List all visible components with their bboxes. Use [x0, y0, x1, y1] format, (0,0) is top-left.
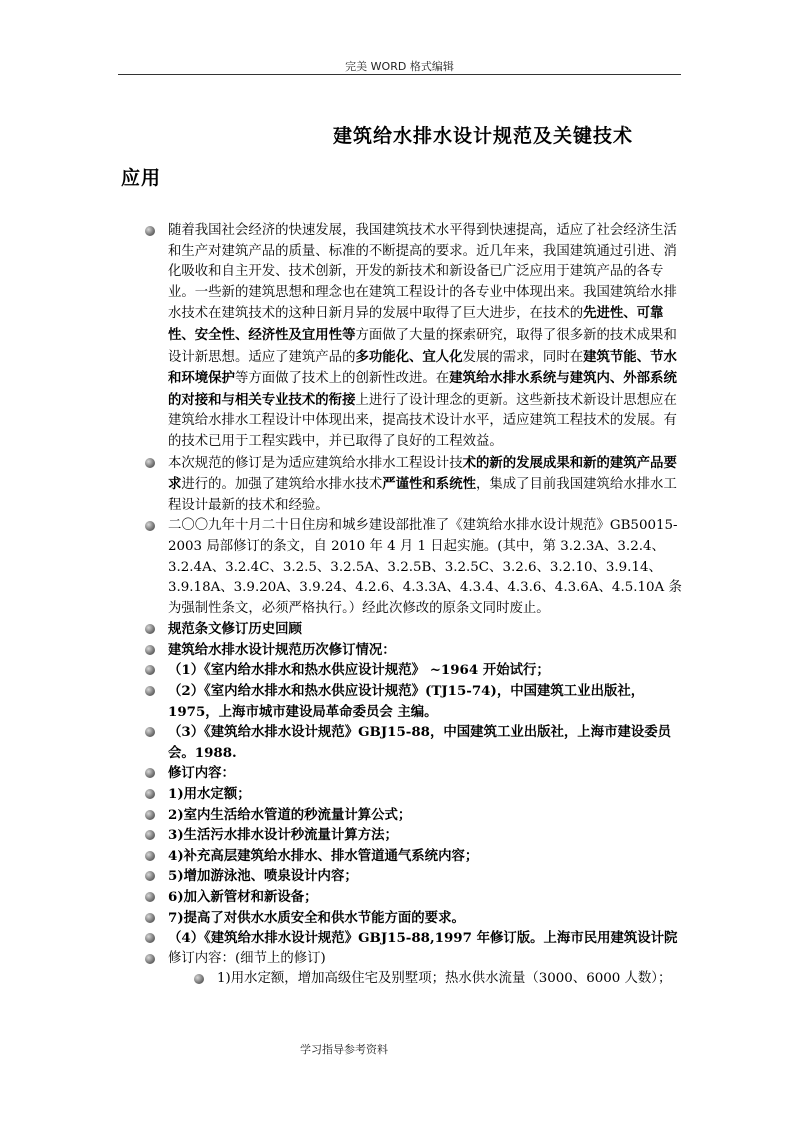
- text: 随着我国社会经济的快速发展，我国建筑技术水平得到快速提高，适应了社会经济生活和生产对建筑产品的质量、标准的不断提高的要求。近几年来，我国建筑通过引进、消化吸收和自主开发、技术创新，开发的新技术和新设备已广泛应用于建筑产品的各专业。一些新的建筑思想和理念也在建筑工程设计的各专业中体现出来。我国建筑给水排水技术在建筑技术的这种日新月异的发展中取得了巨大进步，在技术的: [168, 223, 677, 322]
- bullet-icon: [145, 789, 155, 799]
- text: 2)室内生活给水管道的秒流量计算公式；: [168, 806, 412, 823]
- bullet-icon: [145, 727, 155, 737]
- header-divider: [118, 74, 681, 75]
- list-item-c7: [145, 908, 685, 929]
- text: （4）《建筑给水排水设计规范》GBJ15-88,1997 年修订版。上海市民用建筑设计院: [168, 930, 678, 947]
- sub-list-item-d1: [194, 969, 685, 990]
- list-item-revision-purpose: [145, 453, 685, 517]
- text: 1)用水定额；: [168, 786, 251, 803]
- list-item-c2: [145, 805, 685, 826]
- list-item-history: [145, 619, 685, 640]
- text: 建筑给水排水设计规范历次修订情况：: [168, 641, 396, 658]
- bullet-icon: [145, 830, 155, 840]
- bullet-icon: [145, 645, 155, 655]
- text: 修订内容：: [168, 765, 235, 782]
- bullet-icon: [145, 768, 155, 778]
- content-list: [145, 221, 685, 990]
- bullet-icon: [145, 521, 155, 531]
- bullet-icon: [145, 892, 155, 902]
- text: （3）《建筑给水排水设计规范》GBJ15-88，中国建筑工业出版社，上海市建设委员会。1988.: [168, 724, 672, 761]
- text: 上进行了设计理念的更新。这些新技术新设计思想应在建筑给水排水工程设计中体现出来，提高技术设计水平，适应建筑工程技术的发展。有的技术已用于工程实践中，并已取得了良好的工程效益。: [168, 392, 677, 449]
- text: 等方面做了技术上的创新性改进。在: [234, 371, 450, 387]
- document-title: 建筑给水排水设计规范及关键技术: [333, 125, 634, 147]
- bullet-icon: [145, 954, 155, 964]
- bold-text: 多功能化、宜人化: [355, 348, 463, 365]
- bullet-icon: [145, 624, 155, 634]
- text: 修订内容：(细节上的修订): [168, 950, 326, 966]
- bullet-icon: [145, 851, 155, 861]
- bold-text: 严谨性和系统性: [382, 476, 476, 493]
- bullet-icon: [145, 933, 155, 943]
- text: （1）《室内给水排水和热水供应设计规范》 ~1964 开始试行；: [168, 662, 550, 679]
- bold-text: 建筑节能、节水和环境保护: [168, 348, 677, 387]
- text: （2）《室内给水排水和热水供应设计规范》(TJ15-74)，中国建筑工业出版社，1975，上海市城市建设局革命委员会 主编。: [168, 683, 645, 720]
- list-item-intro: [145, 221, 685, 453]
- bold-text: 术的新的发展成果和新的建筑产品要求: [168, 454, 677, 493]
- list-item-c1: [145, 784, 685, 805]
- bold-text: 建筑给水排水系统与建筑内、外部系统的对接和与相关专业技术的衔接: [168, 370, 677, 408]
- text: 1)用水定额，增加高级住宅及别墅项；热水供水流量（3000、6000 人数）；: [217, 971, 672, 987]
- text: 3)生活污水排水设计秒流量计算方法；: [168, 827, 398, 844]
- bullet-icon: [145, 686, 155, 696]
- list-item-c3: [145, 825, 685, 846]
- bullet-icon: [194, 974, 204, 984]
- list-item-approval: [145, 516, 685, 619]
- bold-text: 先进性、可靠性、安全性、经济性及宜用性等: [168, 305, 664, 343]
- list-item-content-label: [145, 763, 685, 784]
- text: 方面做了大量的探索研究，取得了很多新的技术成果和设计新思想。适应了建筑产品的: [168, 327, 677, 365]
- list-item-rev1: [145, 660, 685, 681]
- text: 发展的需求，同时在: [462, 349, 584, 365]
- text: 7)提高了对供水水质安全和供水节能方面的要求。: [168, 909, 465, 926]
- bullet-icon: [145, 810, 155, 820]
- text: 规范条文修订历史回顾: [168, 621, 302, 638]
- text: 6)加入新管材和新设备；: [168, 889, 318, 905]
- text: 本次规范的修订是为适应建筑给水排水工程设计技: [168, 455, 463, 471]
- text: 二〇〇九年十月二十日住房和城乡建设部批准了《建筑给水排水设计规范》GB50015-2003 局部修订的条文，自 2010 年 4 月 1 日起实施。(其中，第 3.2.3A、3.2.4、3.2.4A、3.2.4C、3.2.5、3.2.5A、3.2.5B、3.2.5C、3.2.6、3.2.10、3.9.14、3.9.18A、3.9.20A、3.9.24、4.2.6、4.3.3A、4.3.4、4.3.6、4.3.6A、4.5.10A 条为强制性条文，必须严格执行。）经此次修改的原条文同时废止。: [168, 518, 682, 616]
- list-item-detail-label: [145, 949, 685, 970]
- bullet-icon: [145, 913, 155, 923]
- list-item-c5: [145, 866, 685, 887]
- list-item-situation: [145, 640, 685, 661]
- text: ，集成了目前我国建筑给水排水工程设计最新的技术和经验。: [168, 477, 677, 513]
- text: 5)增加游泳池、喷泉设计内容；: [168, 868, 358, 885]
- list-item-rev2: [145, 681, 685, 722]
- list-item-rev4: [145, 928, 685, 949]
- text: 4)补充高层建筑给水排水、排水管道通气系统内容；: [168, 847, 479, 864]
- page-footer: 学习指导参考资料: [300, 1043, 388, 1056]
- list-item-rev3: [145, 722, 685, 763]
- text: 进行的。加强了建筑给水排水技术: [181, 477, 383, 493]
- bullet-icon: [145, 871, 155, 881]
- page-header: 完美 WORD 格式编辑: [345, 60, 454, 73]
- bullet-icon: [145, 458, 155, 468]
- list-item-c4: [145, 846, 685, 867]
- bullet-icon: [145, 665, 155, 675]
- bullet-icon: [145, 226, 155, 236]
- document-title-continued: 应用: [121, 167, 162, 189]
- list-item-c6: [145, 887, 685, 908]
